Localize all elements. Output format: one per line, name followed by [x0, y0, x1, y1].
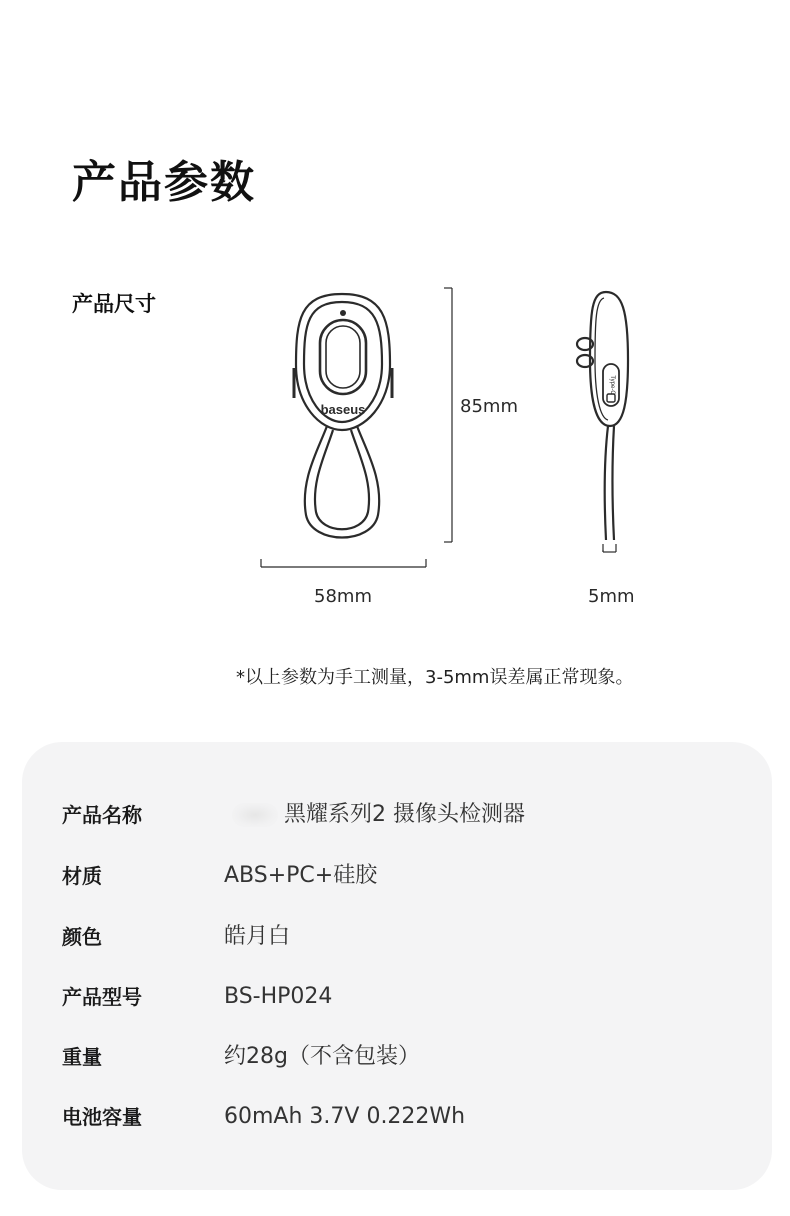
spec-key: 颜色 — [62, 925, 102, 949]
spec-key: 电池容量 — [62, 1105, 142, 1129]
spec-key: 材质 — [62, 864, 102, 888]
port-label: Type-C — [609, 375, 615, 395]
lanyard-loop-inner — [315, 430, 369, 529]
indicator-dot — [340, 310, 346, 316]
spec-value: ABS+PC+硅胶 — [224, 863, 378, 888]
lens-window-outer — [320, 320, 366, 394]
lens-window-inner — [326, 326, 360, 388]
measurement-note: *以上参数为手工测量，3-5mm误差属正常现象。 — [236, 667, 634, 688]
width-measurement: 58mm — [314, 586, 372, 607]
spec-row-material — [22, 856, 772, 896]
height-dimension-line — [444, 288, 452, 542]
dimension-section-label: 产品尺寸 — [72, 292, 156, 316]
spec-row-weight — [22, 1037, 772, 1077]
spec-row-color — [22, 917, 772, 957]
spec-value: BS-HP024 — [224, 984, 333, 1009]
spec-row-product-name — [22, 795, 772, 835]
side-view — [577, 292, 628, 540]
blurred-brand-mark — [232, 803, 278, 827]
spec-value: 60mAh 3.7V 0.222Wh — [224, 1104, 466, 1129]
spec-row-battery — [22, 1097, 772, 1137]
spec-value: 皓月白 — [224, 924, 291, 949]
thickness-measurement: 5mm — [588, 586, 635, 607]
height-measurement: 85mm — [460, 396, 518, 417]
thickness-dimension-line — [603, 544, 616, 552]
width-dimension-line — [261, 559, 426, 567]
spec-value: 黑耀系列2 摄像头检测器 — [284, 802, 525, 827]
brand-logo: baseus — [320, 402, 366, 417]
spec-value: 约28g（不含包装） — [224, 1044, 420, 1069]
spec-row-model — [22, 977, 772, 1017]
page-title: 产品参数 — [72, 157, 256, 208]
spec-key: 产品型号 — [62, 985, 142, 1009]
spec-key: 重量 — [62, 1045, 102, 1069]
lanyard-side — [605, 426, 614, 540]
spec-card — [22, 742, 772, 1190]
spec-key: 产品名称 — [62, 803, 142, 827]
